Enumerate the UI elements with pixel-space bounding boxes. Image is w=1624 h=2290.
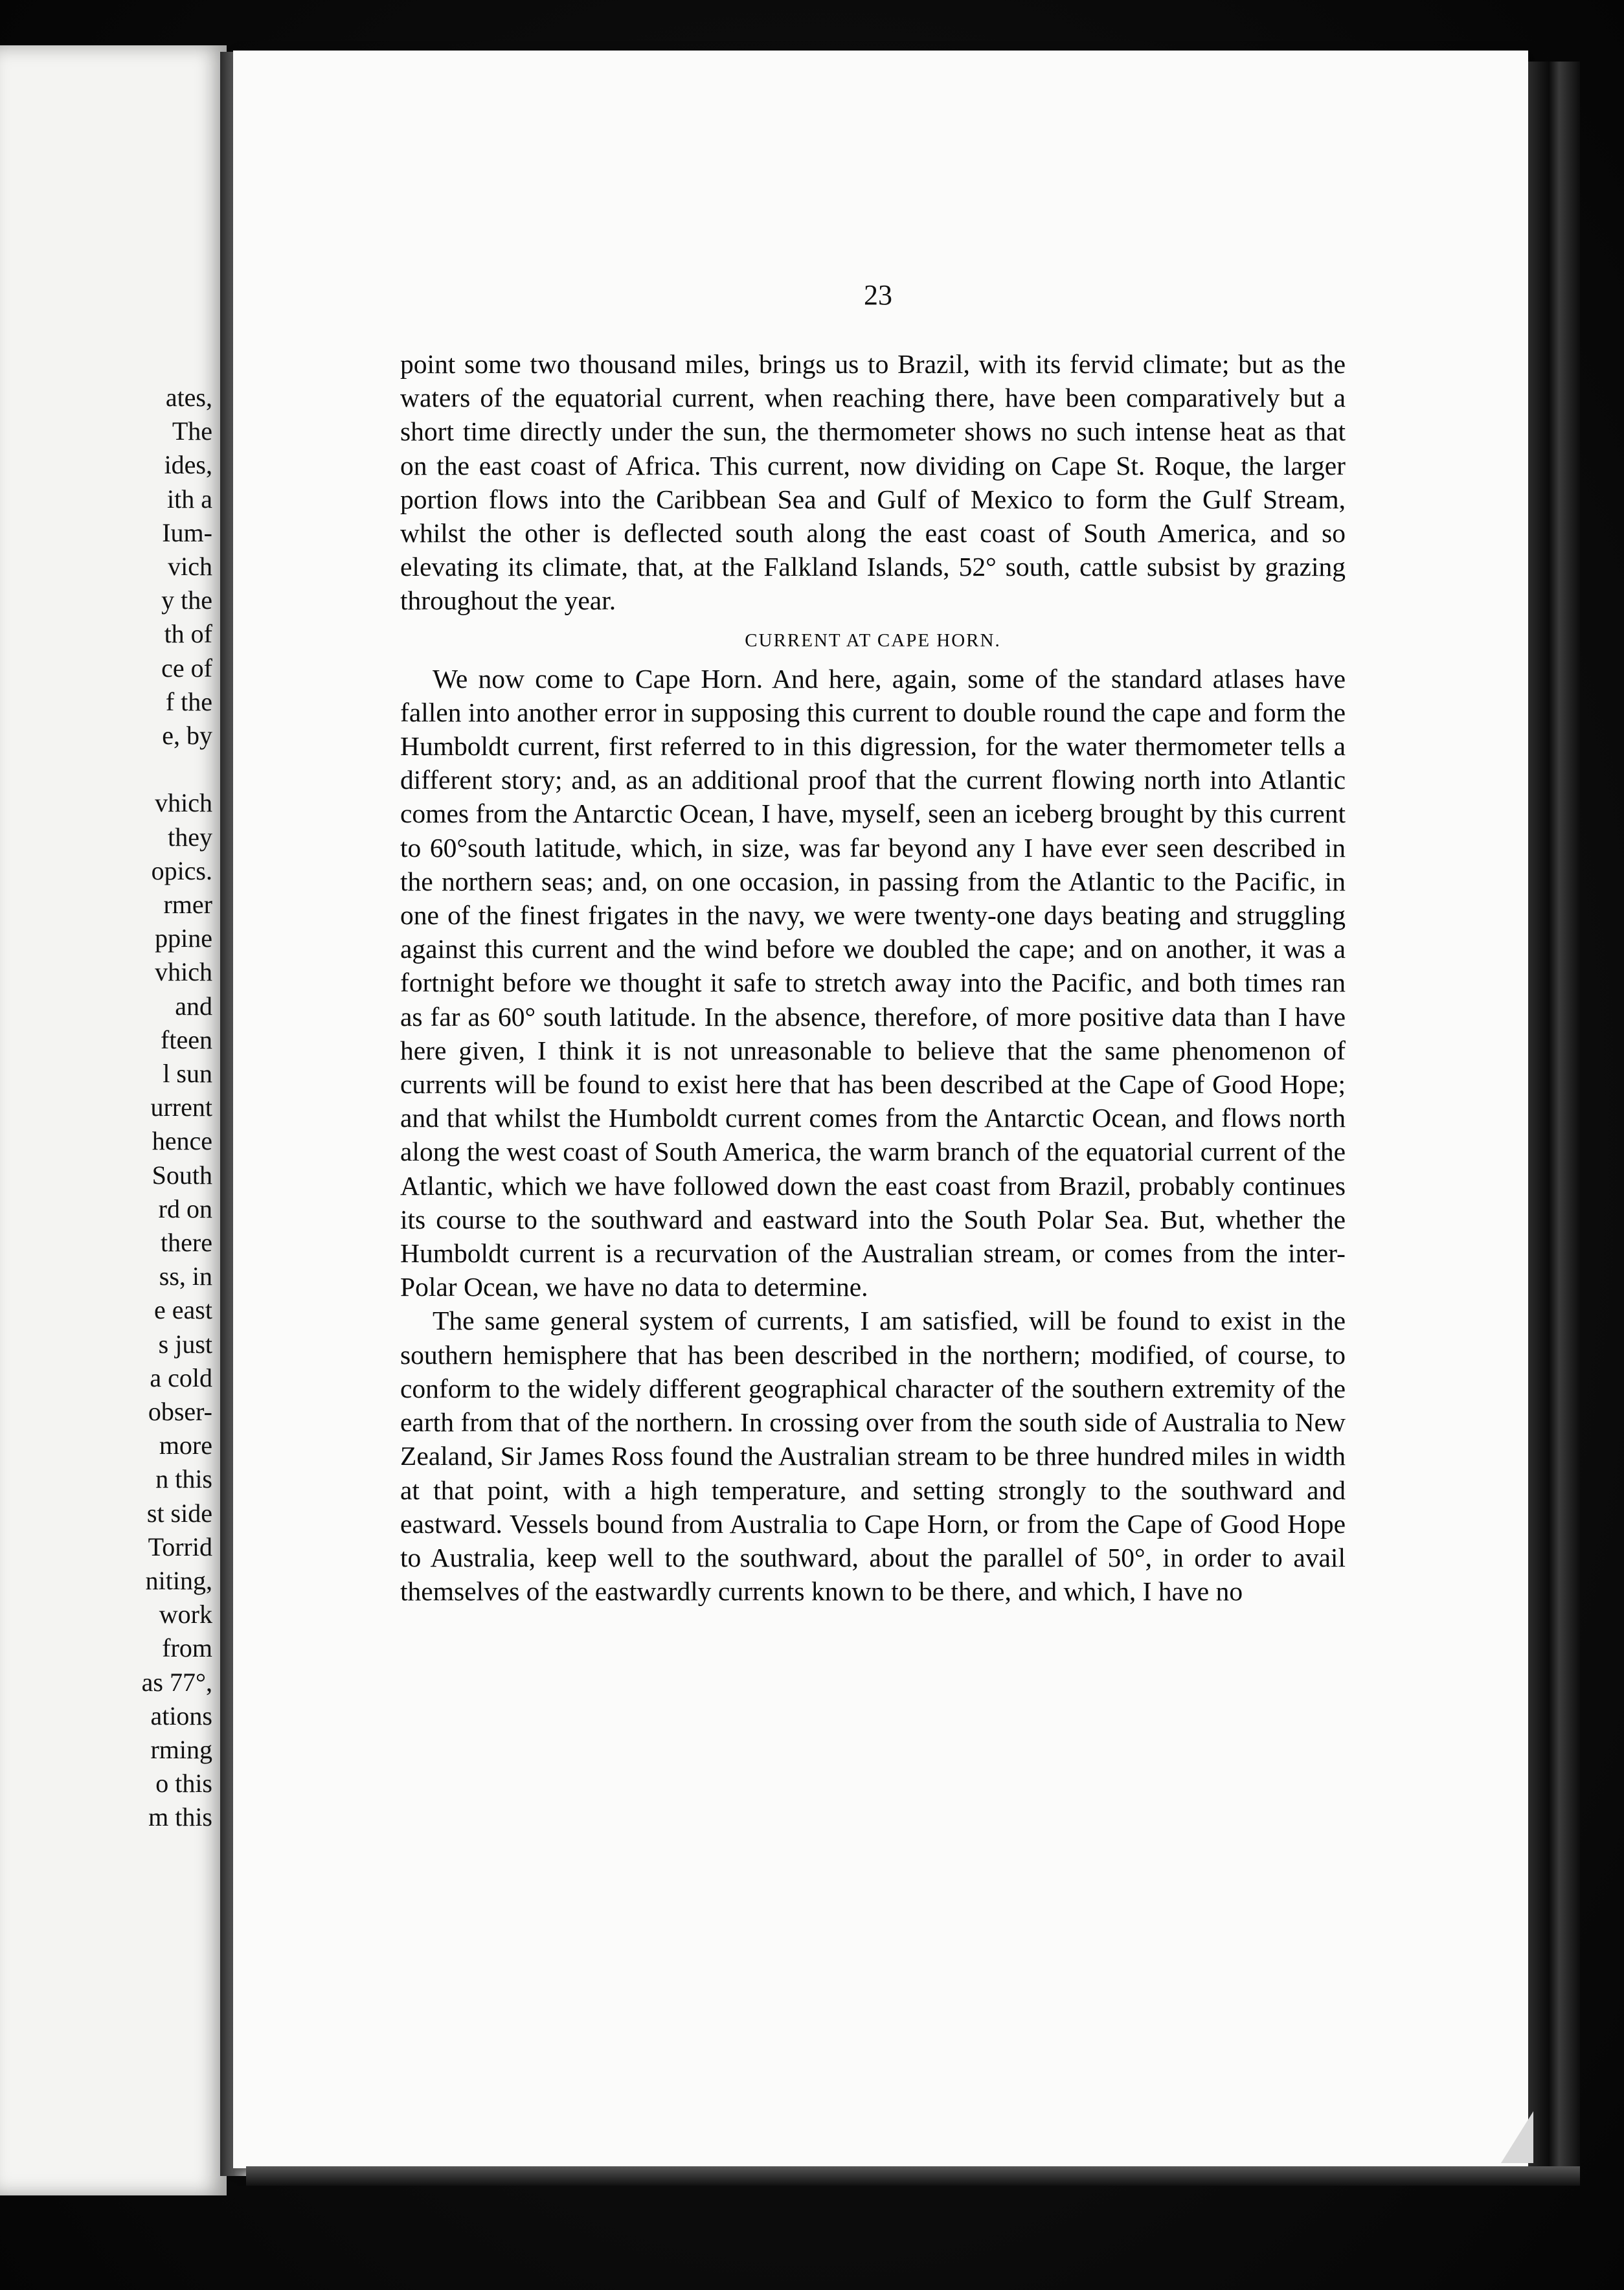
page-edge xyxy=(1528,62,1580,2166)
left-page-line: vhich xyxy=(155,788,212,818)
left-page-line: ith a xyxy=(167,484,212,514)
left-page-line: they xyxy=(168,822,212,852)
paragraph: The same general system of currents, I am satisfied, will be found to exist in the southern hemisphere that has been described in the northern; modified, of course, to conform to the widely different geographical character of the southern extremity of the earth from that of the northern. In crossing over from the south side of Australia to New Zealand, Sir James Ross found the Australian stream to be three hundred miles in width at that point, with a high temperature, and setting strongly to the southward and eastward. Vessels bound from Australia to Cape Horn, or from the Cape of Good Hope to Australia, keep well to the southward, about the parallel of 50°, in order to avail themselves of the eastwardly currents known to be there, and which, I have no xyxy=(400,1306,1346,1607)
left-page-line: th of xyxy=(164,619,212,649)
left-page-line: a cold xyxy=(150,1363,212,1392)
left-page-line: vich xyxy=(168,552,212,581)
left-page-line: n this xyxy=(155,1464,212,1494)
left-page-line: l sun xyxy=(163,1059,212,1088)
page-edge-bottom xyxy=(246,2166,1580,2186)
left-page-line: o this xyxy=(155,1769,212,1798)
left-page-line: obser- xyxy=(148,1397,212,1426)
body-text xyxy=(400,347,1346,1608)
left-page-line: rmer xyxy=(163,890,212,919)
left-page-line: there xyxy=(161,1228,212,1257)
left-page-line: Torrid xyxy=(148,1532,212,1561)
left-page-line: y the xyxy=(161,585,212,615)
left-page-line: e, by xyxy=(162,721,212,750)
left-page-line: as 77°, xyxy=(141,1667,212,1697)
left-page-line: ations xyxy=(150,1701,212,1730)
left-page-line: s just xyxy=(158,1329,212,1359)
left-page-line: e east xyxy=(154,1295,212,1325)
left-page-line: rd on xyxy=(158,1194,212,1223)
paragraph: point some two thousand miles, brings us to Brazil, with its fervid climate; but as the waters of the equatorial current, when reaching there, have been comparatively but a short time directly under the sun, the thermometer shows no such intense heat as that on the east coast of Africa. This current, now dividing on Cape St. Roque, the larger portion flows into the Caribbean Sea and Gulf of Mexico to form the Gulf Stream, whilst the other is deflected south along the east coast of South America, and so elevating its climate, that, at the Falkland Islands, 52° south, cattle subsist by grazing throughout the year. xyxy=(400,349,1346,616)
left-page-line: more xyxy=(159,1431,212,1460)
paragraph: We now come to Cape Horn. And here, again, some of the standard atlases have fallen into another error in supposing this current to double round the cape and form the Humboldt current, first referred to in this digression, for the water thermometer tells a different story; and, as an additional proof that the current flowing north into Atlantic comes from the Antarctic Ocean, I have, myself, seen an iceberg brought by this current to 60°south latitude, which, in size, was far beyond any I have ever seen described in the northern seas; and, on one occasion, in passing from the Atlantic to the Pacific, in one of the finest frigates in the navy, we were twenty-one days beating and struggling against this current and the wind before we doubled the cape; and on another, it was a fortnight before we thought it safe to stretch away into the Pacific, and both times ran as far as 60° south latitude. In the absence, therefore, of more positive data than I have here given, I think it is not unreasonable to believe that the same phenomenon of currents will be found to exist here that has been described at the Cape of Good Hope; and that whilst the Humboldt current comes from the Antarctic Ocean, and flows north along the west coast of South America, the warm branch of the equatorial current of the Atlantic, which we have followed down the east coast from Brazil, probably continues its course to the southward and eastward into the South Polar Sea. But, whether the Humboldt current is a recurvation of the Australian stream, or comes from the inter-Polar Ocean, we have no data to determine. xyxy=(400,663,1346,1302)
left-page-line: from xyxy=(162,1633,212,1663)
left-page-line: The xyxy=(172,416,212,446)
left-page-line: vhich xyxy=(155,957,212,987)
left-page-line: ides, xyxy=(164,450,212,480)
left-page-line: ss, in xyxy=(159,1262,212,1291)
left-page-line: South xyxy=(152,1160,212,1190)
left-page-line: fteen xyxy=(161,1025,212,1054)
left-page-line: Ium- xyxy=(162,517,212,547)
left-page-line: f the xyxy=(165,686,212,716)
left-page-line: ates, xyxy=(165,383,212,412)
page-corner-fold xyxy=(1501,2111,1533,2163)
left-page-line: hence xyxy=(152,1126,212,1156)
left-page-line: work xyxy=(159,1600,212,1629)
left-page-line: m this xyxy=(148,1802,212,1832)
left-page-line: and xyxy=(175,991,212,1021)
left-page-line: niting, xyxy=(145,1566,212,1595)
left-facing-page xyxy=(0,45,227,2195)
left-page-line: urrent xyxy=(150,1093,212,1122)
left-page-line: ppine xyxy=(155,924,212,953)
left-page-line: opics. xyxy=(151,856,212,885)
left-page-line: st side xyxy=(146,1498,212,1528)
page-number: 23 xyxy=(864,279,892,311)
left-page-line: ce of xyxy=(161,653,212,683)
left-page-line: rming xyxy=(150,1735,212,1764)
section-heading: CURRENT AT CAPE HORN. xyxy=(745,629,1001,651)
